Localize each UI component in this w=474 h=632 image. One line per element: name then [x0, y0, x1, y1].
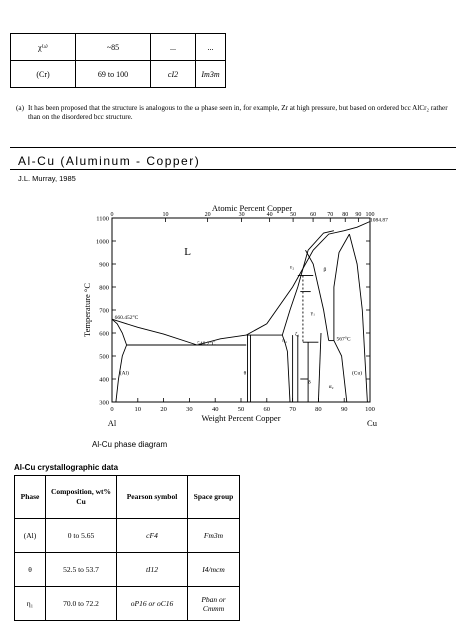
x-tick-label: 50	[237, 406, 245, 413]
top-tick-label: 90	[355, 212, 362, 218]
phase-diagram	[60, 196, 390, 436]
table-cell: cF4	[117, 519, 188, 553]
table-row	[15, 553, 240, 587]
header-space-group: Space group	[188, 476, 240, 519]
y-axis	[96, 216, 370, 407]
x-tick-label: 10	[134, 406, 142, 413]
x-end-label-cu: Cu	[367, 418, 377, 428]
x-axis-label: Weight Percent Copper	[201, 413, 281, 423]
table-cell: 70.0 to 72.2	[46, 587, 117, 621]
annotation-label: L	[184, 245, 191, 258]
table-cell: (Cr)	[11, 61, 76, 88]
phase-boundary	[282, 250, 308, 338]
annotation-label: 548.2°C	[197, 340, 216, 347]
y-axis-label: Temperature °C	[82, 282, 92, 338]
top-axis	[111, 212, 375, 222]
annotation-label: γ₁	[310, 310, 316, 317]
section-title: Al-Cu (Aluminum - Copper)	[18, 154, 201, 168]
x-end-label-al: Al	[107, 418, 117, 428]
annotation-label: α₂	[328, 384, 334, 391]
y-tick-label: 800	[99, 284, 109, 292]
header-pearson: Pearson symbol	[117, 476, 188, 519]
table-header-row	[15, 476, 240, 519]
table-cell: oP16 or oC16	[117, 587, 188, 621]
diagram-top-title: Atomic Percent Copper	[211, 203, 293, 213]
x-axis	[110, 398, 375, 413]
table-row	[11, 61, 226, 88]
author: J.L. Murray, 1985	[18, 174, 76, 183]
x-tick-label: 60	[263, 406, 271, 413]
table-cell: Fm3m	[188, 519, 240, 553]
annotation-label: 1084.87	[370, 217, 388, 224]
annotations	[115, 217, 389, 390]
phase-boundary	[282, 335, 290, 402]
phase-boundary	[318, 333, 321, 402]
annotation-label: 567°C	[336, 336, 351, 343]
phase-boundary	[334, 341, 347, 402]
table-cell: ~85	[76, 34, 151, 61]
footnote-text: It has been proposed that the structure is analogous to the ω phase seen in, for example, Zr at high pressure, but based on ordered bcc AlCr₂ rather than on the disordered bcc structure.	[28, 104, 448, 121]
annotation-label: η₁	[282, 338, 288, 345]
annotation-label: θ	[243, 370, 247, 377]
annotation-label: β	[323, 266, 327, 273]
plot-area	[112, 218, 370, 402]
top-tick-label: 70	[327, 212, 334, 218]
table-cell: 0 to 5.65	[46, 519, 117, 553]
y-tick-label: 600	[99, 330, 109, 338]
table-cell: Pban or Cmmm	[188, 587, 240, 621]
table-cell: 52.5 to 53.7	[46, 553, 117, 587]
table-cell: η₁	[15, 587, 46, 621]
table-cell: cI2	[151, 61, 196, 88]
table-cell: θ	[15, 553, 46, 587]
y-tick-label: 500	[99, 353, 109, 361]
top-tick-label: 30	[238, 212, 245, 218]
table-cell: (Al)	[15, 519, 46, 553]
table-cell: 69 to 100	[76, 61, 151, 88]
table-cell: Im3m	[196, 61, 226, 88]
top-tick-label: 0	[110, 212, 114, 218]
x-tick-label: 20	[160, 406, 167, 413]
phase-boundary	[349, 234, 367, 402]
x-tick-label: 0	[110, 406, 114, 413]
divider	[10, 169, 456, 170]
annotation-label: (Al)	[119, 370, 129, 377]
footnote	[16, 104, 458, 122]
top-tick-label: 100	[365, 212, 375, 218]
top-tick-label: 60	[310, 212, 317, 218]
phase-boundaries	[112, 222, 370, 403]
x-tick-label: 80	[315, 406, 322, 413]
phase-boundary	[334, 234, 350, 341]
table-row	[15, 519, 240, 553]
x-tick-label: 90	[340, 406, 348, 413]
x-tick-label: 100	[365, 406, 375, 413]
top-table	[10, 33, 226, 88]
diagram-caption: Al-Cu phase diagram	[92, 440, 168, 449]
table-cell: tI12	[117, 553, 188, 587]
x-tick-label: 40	[211, 406, 219, 413]
top-tick-label: 80	[342, 212, 349, 218]
top-tick-label: 20	[204, 212, 211, 218]
divider	[10, 147, 456, 148]
crystal-table-title: Al-Cu crystallographic data	[14, 463, 119, 472]
table-row	[11, 34, 226, 61]
annotation-label: ζ₁	[295, 331, 300, 338]
footnote-letter: (a)	[16, 104, 24, 112]
table-row	[15, 587, 240, 621]
phase-boundary	[246, 222, 370, 336]
header-phase: Phase	[15, 476, 46, 519]
y-tick-label: 700	[99, 307, 109, 315]
y-tick-label: 400	[99, 376, 109, 384]
annotation-label: ε₂	[290, 264, 295, 271]
y-tick-label: 300	[99, 399, 109, 407]
phase-boundary	[306, 250, 329, 340]
table-cell: ...	[151, 34, 196, 61]
top-tick-label: 50	[290, 212, 297, 218]
top-tick-label: 40	[266, 212, 273, 218]
header-composition: Composition, wt% Cu	[46, 476, 117, 519]
table-cell: ...	[196, 34, 226, 61]
y-tick-label: 900	[99, 261, 109, 269]
crystal-table	[14, 475, 240, 621]
x-tick-label: 30	[186, 406, 193, 413]
annotation-label: δ	[308, 379, 311, 386]
plot-frame	[112, 218, 370, 402]
table-cell: I4/mcm	[188, 553, 240, 587]
annotation-label: 660.452°C	[114, 315, 139, 322]
y-tick-label: 1100	[96, 215, 109, 223]
top-tick-label: 10	[162, 212, 169, 218]
x-tick-label: 70	[289, 406, 296, 413]
y-tick-label: 1000	[96, 238, 109, 246]
table-cell: χ⁽ᵃ⁾	[11, 34, 76, 61]
annotation-label: (Cu)	[351, 370, 363, 377]
